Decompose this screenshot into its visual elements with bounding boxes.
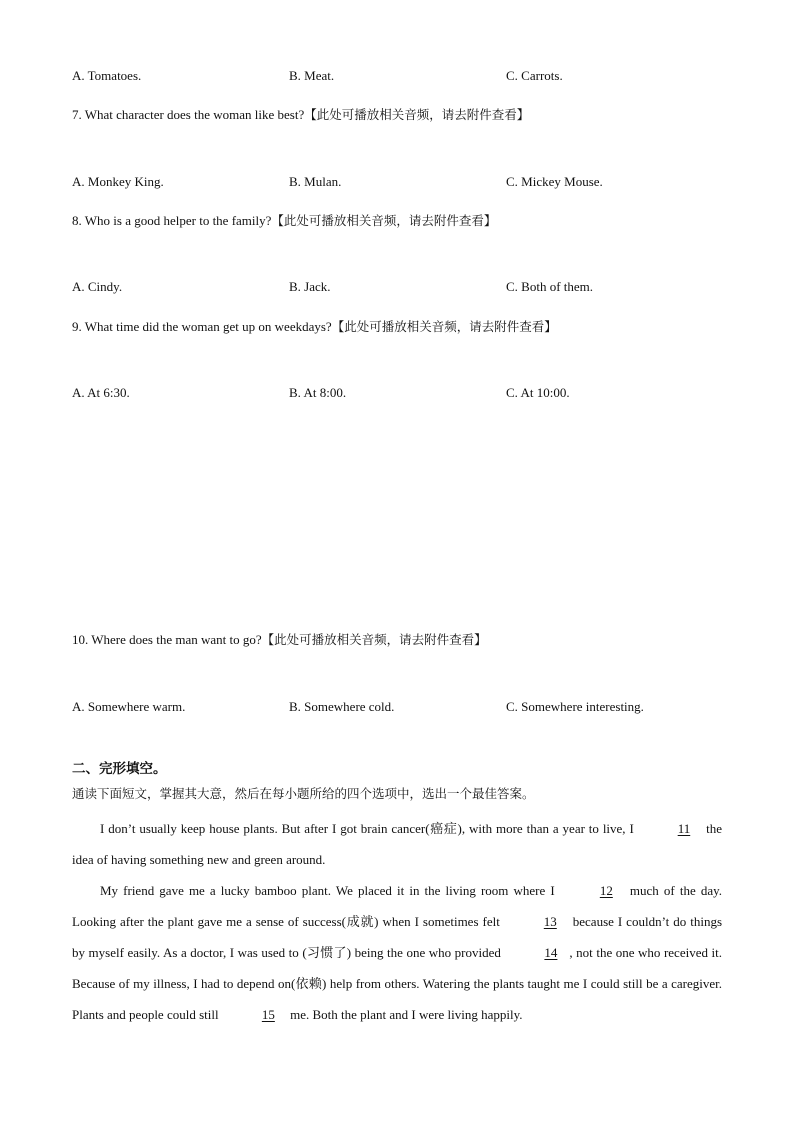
q9-text: 9. What time did the woman get up on weekdays? [72,319,332,334]
q8-option-a: A. Cindy. [72,279,123,294]
q6-option-a: A. Tomatoes. [72,68,142,83]
passage-text: me. Both the plant and I were living happily. [286,1007,523,1022]
q6-options [72,68,732,86]
q7-text: 7. What character does the woman like best? [72,107,305,122]
passage-text: the idea of having something new and green around. [72,821,722,867]
q10-options [72,699,732,717]
cloze-passage [72,813,722,1030]
q8-options [72,279,732,297]
q9-stem [72,317,557,335]
blank-11: 11 [677,821,691,836]
q9-option-b: B. At 8:00. [289,385,347,400]
section-instruction: 通读下面短文，掌握其大意，然后在每小题所给的四个选项中，选出一个最佳答案。 [72,786,535,801]
q10-audio-note[interactable]: 【此处可播放相关音频，请去附件查看】 [261,632,487,647]
q10-option-b: B. Somewhere cold. [289,699,395,714]
q7-option-a: A. Monkey King. [72,174,164,189]
passage-text: because I couldn’t do things by myself easily. As a doctor, I was used to (习惯了) being the one who provided [72,914,723,960]
passage-paragraph-1 [72,813,722,875]
passage-text: much of the day. Looking after the plant gave me a sense of success(成就) when I sometimes felt [72,883,722,929]
passage-text: I don’t usually keep house plants. But after I got brain cancer(癌症), with more than a year to live, I [100,821,638,836]
q10-text: 10. Where does the man want to go? [72,632,262,647]
q7-options [72,174,732,192]
q9-options [72,385,732,403]
blank-12: 12 [599,883,613,898]
blank-14: 14 [544,945,558,960]
passage-text: My friend gave me a lucky bamboo plant. We placed it in the living room where I [100,883,560,898]
section-title: 二、完形填空。 [72,761,167,777]
q6-option-c: C. Carrots. [506,68,563,83]
q7-stem [72,105,529,123]
q8-option-c: C. Both of them. [506,279,594,294]
q9-audio-note[interactable]: 【此处可播放相关音频，请去附件查看】 [331,319,557,334]
q7-option-c: C. Mickey Mouse. [506,174,603,189]
q8-audio-note[interactable]: 【此处可播放相关音频，请去附件查看】 [271,213,497,228]
q9-option-c: C. At 10:00. [506,385,570,400]
q10-stem [72,630,487,648]
q9-option-a: A. At 6:30. [72,385,130,400]
passage-text: , not the one who received it. Because of my illness, I had to depend on(依赖) help from others. Watering the plants taught me I could still be a caregiver. Plants and people could still [72,945,722,1022]
q10-option-c: C. Somewhere interesting. [506,699,644,714]
q8-text: 8. Who is a good helper to the family? [72,213,272,228]
q6-option-b: B. Meat. [289,68,335,83]
passage-paragraph-2 [72,875,722,1030]
q7-option-b: B. Mulan. [289,174,342,189]
q8-option-b: B. Jack. [289,279,331,294]
q10-option-a: A. Somewhere warm. [72,699,186,714]
q7-audio-note[interactable]: 【此处可播放相关音频，请去附件查看】 [304,107,530,122]
q8-stem [72,211,496,229]
blank-15: 15 [261,1007,275,1022]
blank-13: 13 [543,914,557,929]
